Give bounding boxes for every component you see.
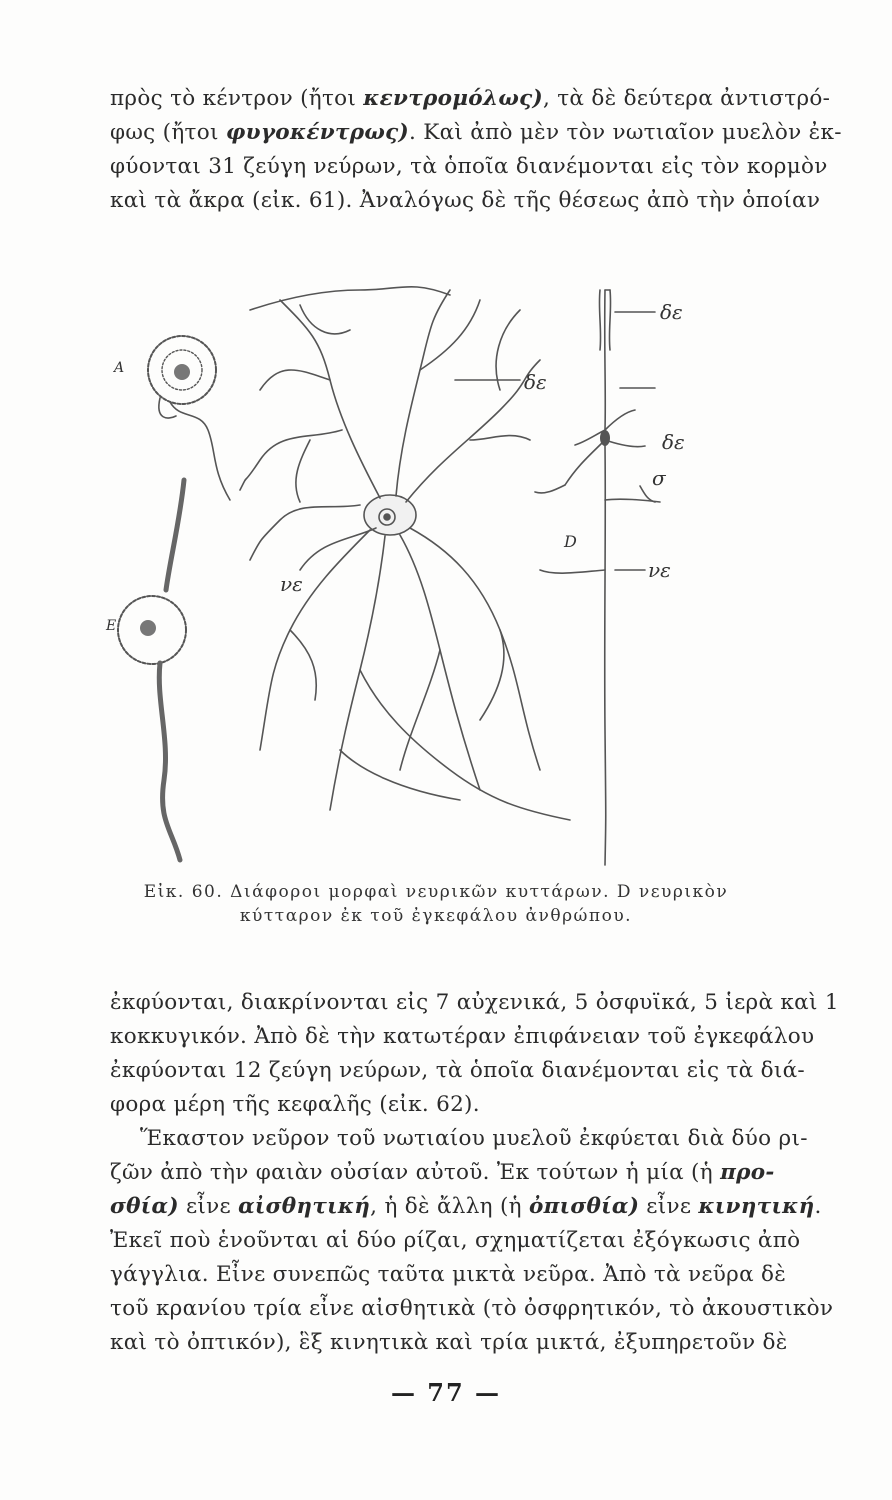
- label-e: E: [106, 618, 117, 634]
- cell-e-drawing: [118, 480, 186, 860]
- cell-a-drawing: [148, 336, 230, 500]
- text-line: καὶ τὸ ὀπτικόν), ἓξ κινητικὰ καὶ τρία μικτά, ἐξυπηρετοῦν δὲ: [110, 1330, 788, 1355]
- text-run: φως (ἤτοι: [110, 120, 226, 145]
- central-cell-drawing: [240, 287, 570, 820]
- text-run: . Καὶ ἀπὸ μὲν τὸν νωτιαῖον μυελὸν ἐκ-: [408, 120, 842, 145]
- text-line: ἐκφύονται, διακρίνονται εἰς 7 αὐχενικά, 5 ὀσφυϊκά, 5 ἱερὰ καὶ 1: [110, 990, 839, 1015]
- bottom-paragraph-2: [110, 1122, 834, 1360]
- caption-line: κύτταρον ἐκ τοῦ ἐγκεφάλου ἀνθρώπου.: [239, 906, 633, 926]
- text-line: [110, 1156, 775, 1190]
- text-line: τοῦ κρανίου τρία εἶνε αἰσθητικὰ (τὸ ὀσφρητικόν, τὸ ἀκουστικὸν: [110, 1296, 834, 1321]
- text-line: καὶ τὰ ἄκρα (εἰκ. 61). Ἀναλόγως δὲ τῆς θέσεως ἀπὸ τὴν ὁποίαν: [110, 188, 821, 213]
- emphasized-term: σθία): [110, 1194, 179, 1219]
- text-run: πρὸς τὸ κέντρον (ἤτοι: [110, 86, 364, 111]
- label-ne-right: νε: [648, 558, 671, 582]
- text-line: κοκκυγικόν. Ἀπὸ δὲ τὴν κατωτέραν ἐπιφάνειαν τοῦ ἐγκεφάλου: [110, 1024, 815, 1049]
- emphasized-term: αἰσθητική: [238, 1194, 371, 1219]
- label-d: D: [564, 532, 577, 551]
- emphasized-term: κεντρομόλως): [363, 86, 543, 111]
- label-sigma: σ: [652, 466, 666, 490]
- text-run: , ἡ δὲ ἄλλη (ἡ: [370, 1194, 529, 1219]
- top-paragraph: [110, 82, 842, 218]
- text-line: γάγγλια. Εἶνε συνεπῶς ταῦτα μικτὰ νεῦρα. Ἀπὸ τὰ νεῦρα δὲ: [110, 1262, 787, 1287]
- emphasized-term: προ-: [720, 1160, 775, 1185]
- bottom-paragraph-1: [110, 986, 839, 1122]
- text-run: ζῶν ἀπὸ τὴν φαιὰν οὐσίαν αὐτοῦ. Ἐκ τούτων ἡ μία (ἡ: [110, 1160, 721, 1185]
- text-run: εἶνε: [639, 1194, 699, 1219]
- nerve-cells-illustration: [100, 270, 760, 870]
- emphasized-term: ὀπισθία): [528, 1194, 640, 1219]
- text-line: [110, 82, 831, 116]
- label-a: A: [114, 360, 125, 376]
- text-line: φορα μέρη τῆς κεφαλῆς (εἰκ. 62).: [110, 1092, 480, 1117]
- text-line: Ἕκαστον νεῦρον τοῦ νωτιαίου μυελοῦ ἐκφύεται διὰ δύο ρι-: [140, 1126, 808, 1151]
- label-de-center: δε: [524, 370, 547, 394]
- text-line: [110, 1190, 822, 1224]
- emphasized-term: κινητική: [698, 1194, 815, 1219]
- cell-d-drawing: [535, 290, 660, 865]
- text-run: , τὰ δὲ δεύτερα ἀντιστρό-: [542, 86, 831, 111]
- text-line: φύονται 31 ζεύγη νεύρων, τὰ ὁποῖα διανέμονται εἰς τὸν κορμὸν: [110, 154, 828, 179]
- text-run: .: [814, 1194, 822, 1219]
- label-de-right-mid: δε: [662, 430, 685, 454]
- page-number: — 77 —: [390, 1378, 502, 1407]
- text-line: [110, 116, 842, 150]
- emphasized-term: φυγοκέντρως): [225, 120, 409, 145]
- text-line: ἐκφύονται 12 ζεύγη νεύρων, τὰ ὁποῖα διανέμονται εἰς τὰ διά-: [110, 1058, 805, 1083]
- label-de-right-top: δε: [660, 300, 683, 324]
- figure-caption: [110, 880, 762, 928]
- text-line: Ἐκεῖ ποὺ ἑνοῦνται αἱ δύο ρίζαι, σχηματίζεται ἐξόγκωσις ἀπὸ: [110, 1228, 801, 1253]
- label-ne-center: νε: [280, 572, 303, 596]
- text-run: εἶνε: [178, 1194, 239, 1219]
- caption-line: Εἰκ. 60. Διάφοροι μορφαὶ νευρικῶν κυττάρων. D νευρικὸν: [143, 882, 729, 902]
